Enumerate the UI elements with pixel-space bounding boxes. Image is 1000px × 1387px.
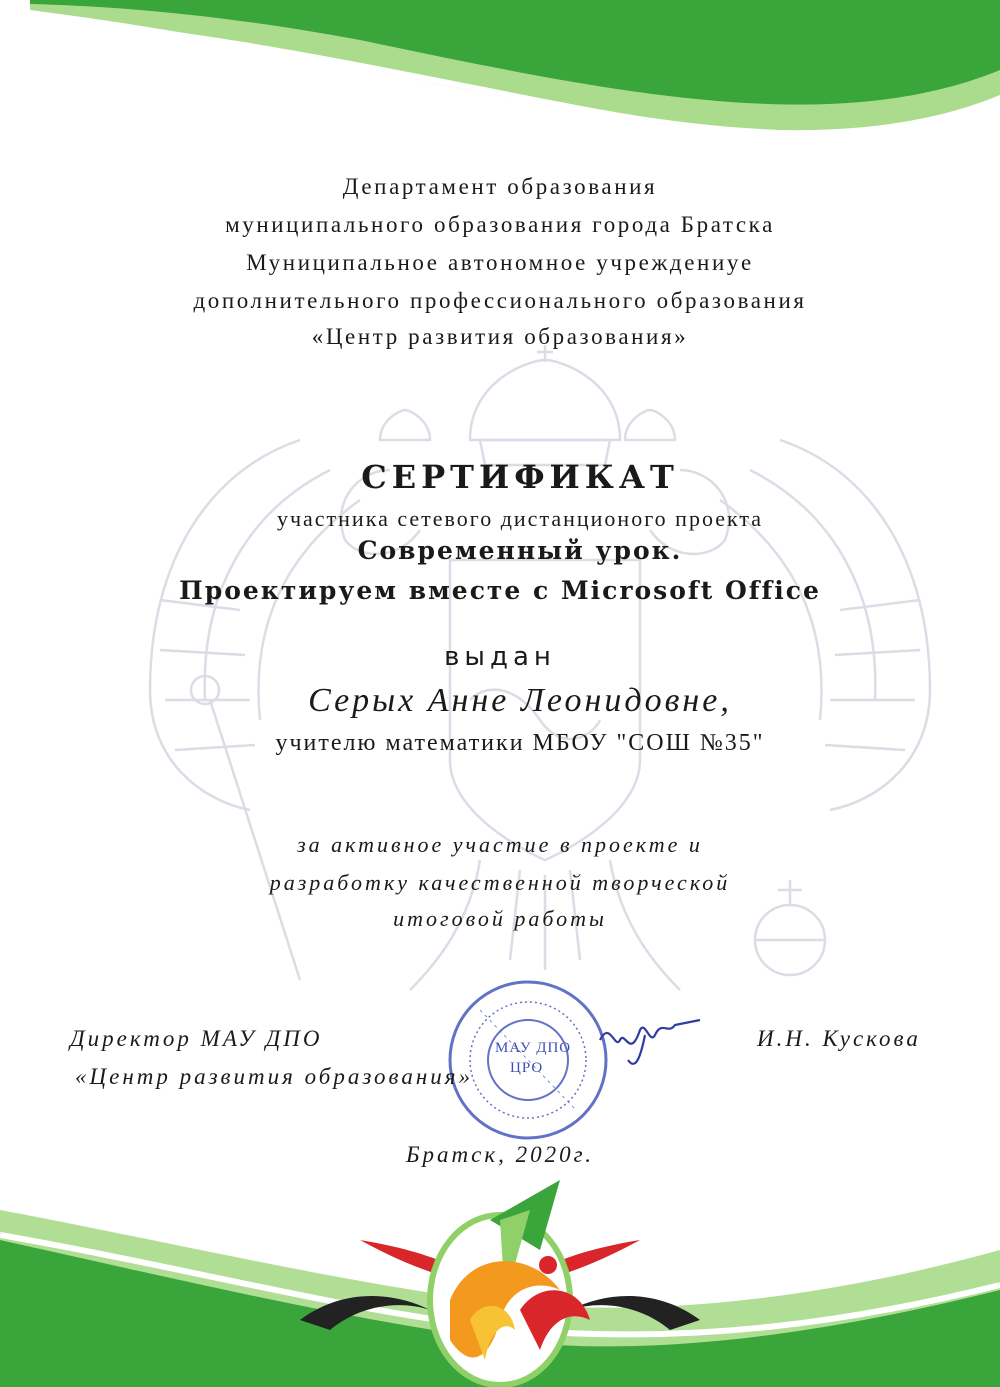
project-name-line1: Современный урок. xyxy=(357,536,683,565)
signer-role-line2: «Центр развития образования» xyxy=(75,1064,473,1089)
project-name-line2: Проектируем вместе с Microsoft Office xyxy=(179,576,821,605)
place-and-date: Братск, 2020г. xyxy=(405,1142,595,1167)
stamp-text-line1: МАУ ДПО xyxy=(495,1040,572,1056)
reason-line3: итоговой работы xyxy=(393,906,607,931)
stamp-text-line2: ЦРО xyxy=(510,1060,544,1076)
handwritten-signature-icon xyxy=(600,1020,700,1064)
top-wave-decoration xyxy=(30,0,1000,134)
header-department: Департамент образования xyxy=(342,174,658,199)
reason-line1: за активное участие в проекте и xyxy=(297,832,703,857)
header-education-type: дополнительного профессионального образования xyxy=(193,288,807,313)
header-institution: Муниципальное автономное учреждениye xyxy=(246,250,754,275)
certificate-title: СЕРТИФИКАТ xyxy=(361,458,679,496)
certificate-subtitle: участника сетевого дистанционого проекта xyxy=(276,506,764,531)
recipient-position: учителю математики МБОУ "СОШ №35" xyxy=(275,730,765,756)
signer-role-line1: Директор МАУ ДПО xyxy=(70,1026,323,1051)
header-center-name: «Центр развития образования» xyxy=(311,324,689,349)
recipient-name: Серых Анне Леонидовне, xyxy=(308,682,732,719)
signer-name: И.Н. Кускова xyxy=(757,1026,921,1051)
reason-line2: разработку качественной творческой xyxy=(269,870,731,895)
issued-label: выдан xyxy=(444,642,556,672)
header-municipality: муниципального образования города Братска xyxy=(225,212,775,237)
